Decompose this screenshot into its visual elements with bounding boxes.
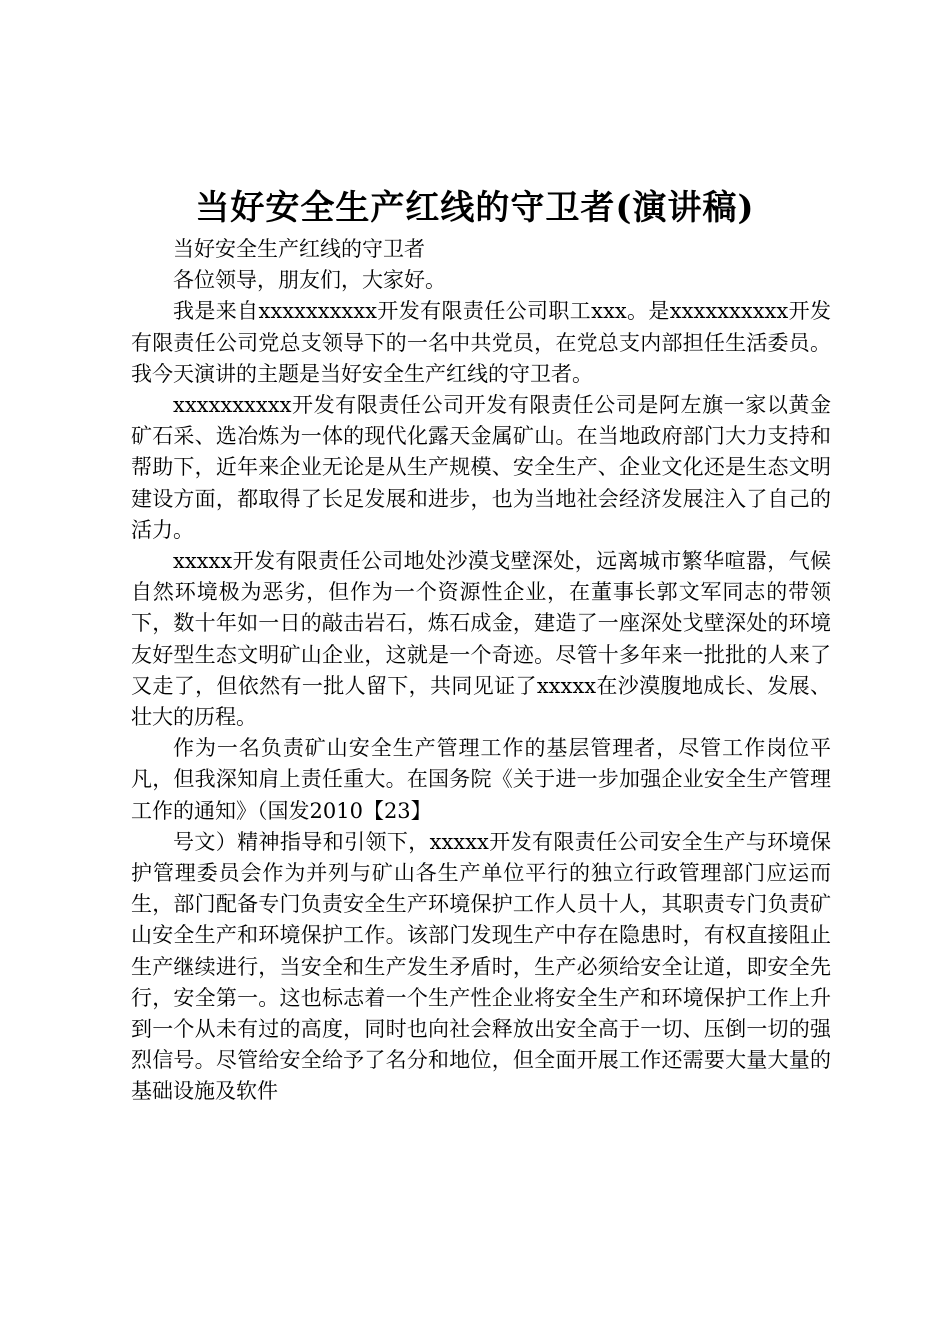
- document-body: [131, 234, 831, 1108]
- company-paragraph: xxxxxxxxxx开发有限责任公司开发有限责任公司是阿左旗一家以黄金矿石采、选冶炼为一体的现代化露天金属矿山。在当地政府部门大力支持和帮助下，近年来企业无论是从生产规模、安全生产、企业文化还是生态文明建设方面，都取得了长足发展和进步，也为当地社会经济发展注入了自己的活力。: [131, 393, 831, 542]
- document-title: 当好安全生产红线的守卫者(演讲稿): [195, 188, 755, 228]
- history-paragraph: xxxxx开发有限责任公司地处沙漠戈壁深处，远离城市繁华喧嚣，气候自然环境极为恶劣，但作为一个资源性企业，在董事长郭文军同志的带领下，数十年如一日的敲击岩石，炼石成金，建造了一座深处戈壁深处的环境友好型生态文明矿山企业，这就是一个奇迹。尽管十多年来一批批的人来了又走了，但依然有一批人留下，共同见证了xxxxx在沙漠腹地成长、发展、壮大的历程。: [131, 549, 831, 730]
- safety-committee-paragraph: 号文）精神指导和引领下，xxxxx开发有限责任公司安全生产与环境保护管理委员会作为并列与矿山各生产单位平行的独立行政管理部门应运而生，部门配备专门负责安全生产环境保护工作人员十人，其职责专门负责矿山安全生产和环境保护工作。该部门发现生产中存在隐患时，有权直接阻止生产继续进行，当安全和生产发生矛盾时，生产必须给安全让道，即安全先行，安全第一。这也标志着一个生产性企业将安全生产和环境保护工作上升到一个从未有过的高度，同时也向社会释放出安全高于一切、压倒一切的强烈信号。尽管给安全给予了名分和地位，但全面开展工作还需要大量大量的基础设施及软件: [131, 829, 831, 1104]
- subtitle-paragraph: 当好安全生产红线的守卫者: [173, 237, 425, 261]
- intro-paragraph: 我是来自xxxxxxxxxx开发有限责任公司职工xxx。是xxxxxxxxxx开发有限责任公司党总支领导下的一名中共党员，在党总支内部担任生活委员。我今天演讲的主题是当好安全生产红线的守卫者。: [131, 299, 831, 386]
- greeting-paragraph: 各位领导，朋友们，大家好。: [173, 268, 446, 293]
- role-paragraph: 作为一名负责矿山安全生产管理工作的基层管理者，尽管工作岗位平凡，但我深知肩上责任重大。在国务院《关于进一步加强企业安全生产管理工作的通知》（国发2010【23】: [131, 736, 831, 823]
